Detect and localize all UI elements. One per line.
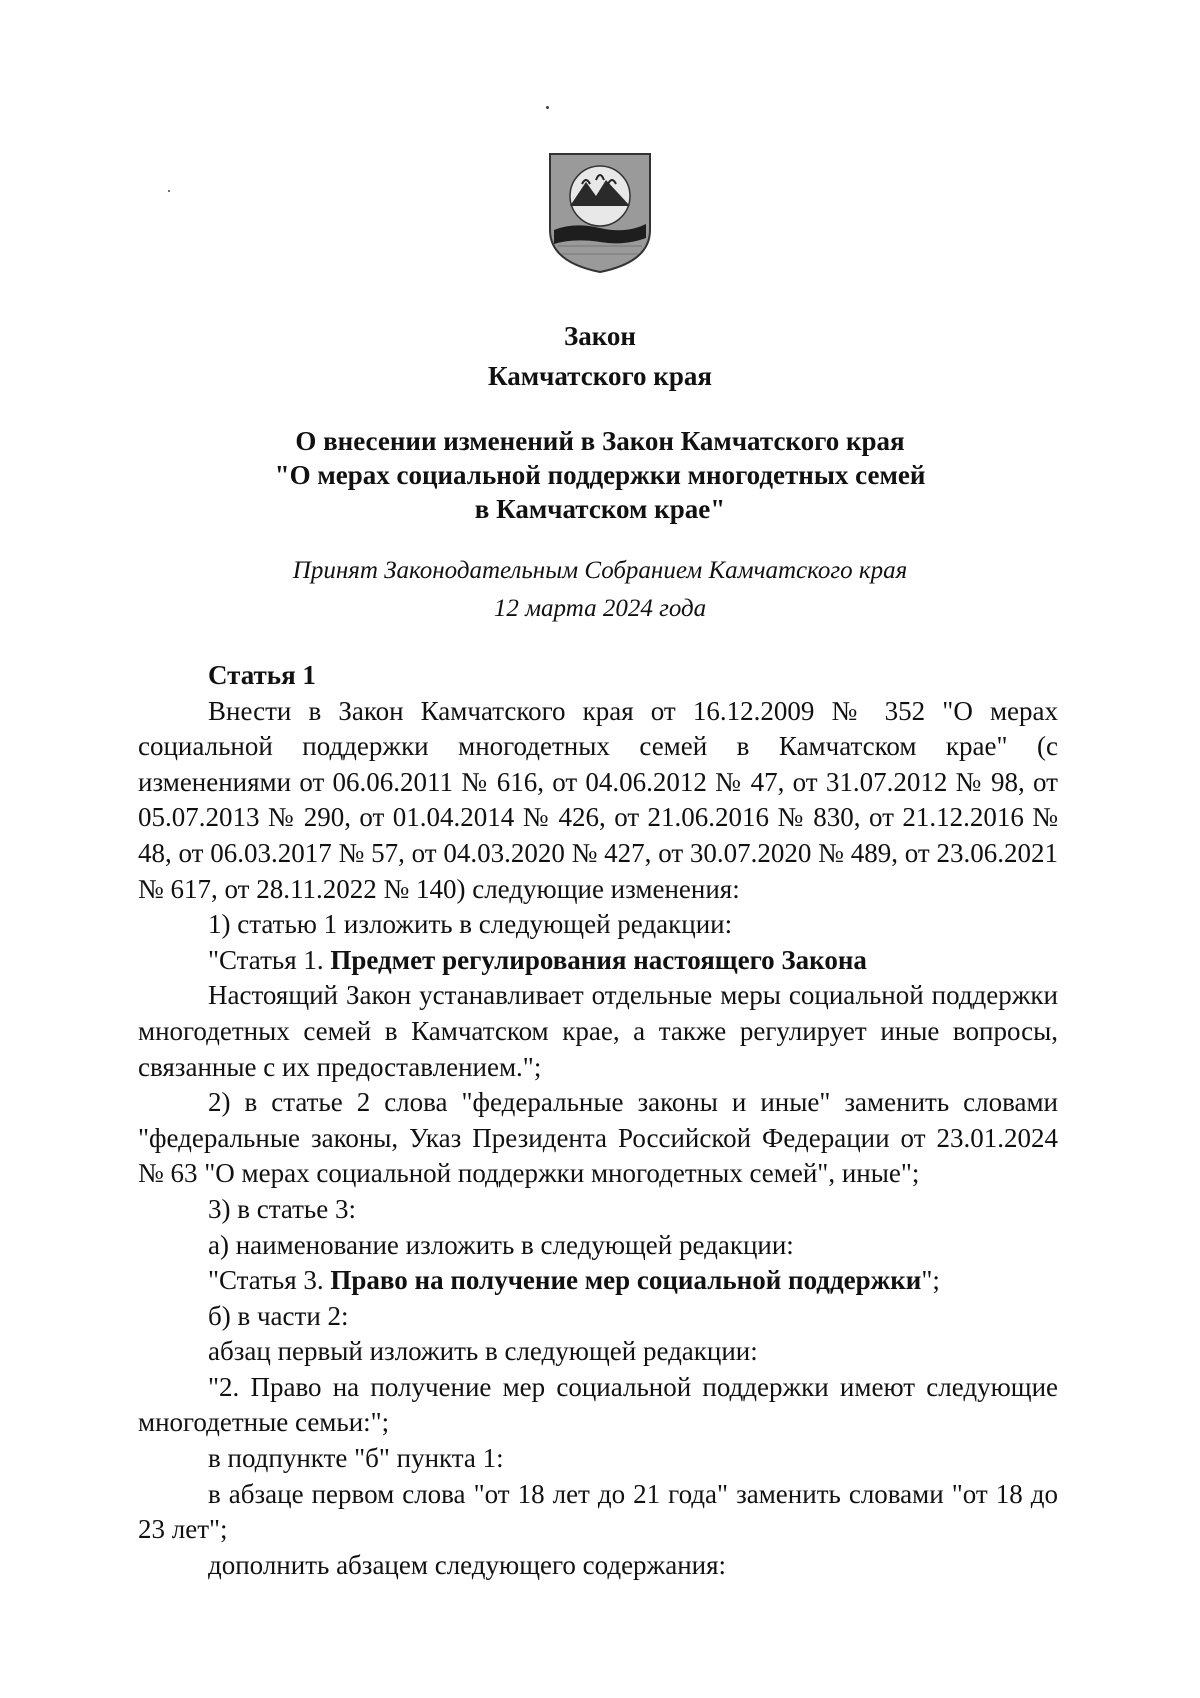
item-3b-paragraph-4: в абзаце первом слова "от 18 лет до 21 года" заменить словами "от 18 до 23 лет"; [138,1478,1058,1545]
subject-line-1: О внесении изменений в Закон Камчатского края [295,426,905,456]
item-1-quote [138,943,1058,979]
law-subject [0,424,1200,526]
adoption-note [0,552,1200,628]
item-3a: а) наименование изложить в следующей редакции: [208,1229,794,1260]
item-3b-paragraph-3: в подпункте "б" пункта 1: [208,1443,504,1474]
item-2: 2) в статье 2 слова "федеральные законы и иные" заменить словами "федеральные законы, Указ Президента Российской Федерации от 23.01.2024 № 63 "О мерах социальной поддержки многодетных семей", иные"; [138,1087,1058,1189]
subject-line-2: "О мерах социальной поддержки многодетных семей [274,460,926,490]
item-1-text: Настоящий Закон устанавливает отдельные меры социальной поддержки многодетных семей в Камчатском крае, а также регулирует иные вопросы, связанные с их предоставлением."; [138,980,1058,1082]
item-3b: б) в части 2: [208,1300,349,1331]
item-1-quote-prefix: "Статья 1. [208,944,331,975]
title-line-1: Закон [563,321,636,351]
item-3a-quote-suffix: "; [921,1265,940,1296]
item-3b-paragraph-5: дополнить абзацем следующего содержания: [208,1549,727,1580]
item-3b-paragraph-1: абзац первый изложить в следующей редакции: [208,1336,758,1367]
item-3a-quote-bold: Право на получение мер социальной поддержки [330,1265,922,1296]
item-3b-paragraph-2: "2. Право на получение мер социальной поддержки имеют следующие многодетные семьи:"; [138,1371,1058,1438]
adopted-line-1: Принят Законодательным Собранием Камчатского края [292,557,908,584]
item-3: 3) в статье 3: [208,1193,356,1224]
item-1-quote-bold: Предмет регулирования настоящего Закона [330,944,867,975]
scan-speck [546,106,549,109]
item-3a-quote-prefix: "Статья 3. [208,1265,331,1296]
article-intro: Внести в Закон Камчатского края от 16.12.2009 № 352 "О мерах социальной поддержки многодетных семей в Камчатском крае" (с изменениями от 06.06.2011 № 616, от 04.06.2012 № 47, от 31.07.2012 № 98, от 05.07.2013 № 290, от 01.04.2014 № 426, от 21.06.2016 № 830, от 21.12.2016 № 48, от 06.03.2017 № 57, от 04.03.2020 № 427, от 30.07.2020 № 489, от 23.06.2021 № 617, от 28.11.2022 № 140) следующие изменения: [138,695,1058,904]
article-body [138,658,1058,1583]
coat-of-arms-emblem [544,150,656,275]
subject-line-3: в Камчатском крае" [474,494,726,524]
scan-speck [168,190,170,192]
law-title [0,316,1200,396]
adopted-line-2: 12 марта 2024 года [493,595,707,622]
title-line-2: Камчатского края [488,361,712,391]
item-3a-quote [138,1263,1058,1299]
item-1: 1) статью 1 изложить в следующей редакции: [208,909,733,940]
article-heading: Статья 1 [208,660,316,690]
